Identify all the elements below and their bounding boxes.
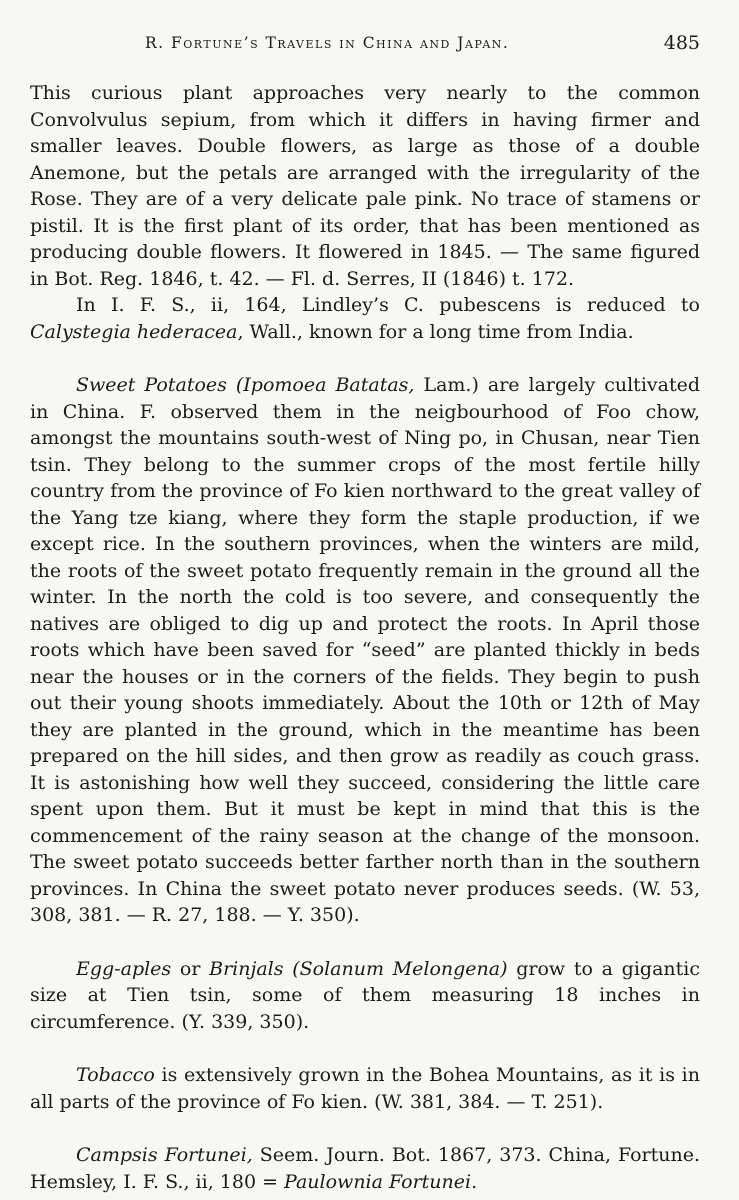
page-header [145,34,700,64]
text-run: , Wall., known for a long time from India. [237,320,634,343]
italic-text-run: Sweet Potatoes (Ipomoea Batatas, [76,374,415,396]
page-body [30,80,700,1195]
text-run: Seem. Journ. Bot. 1867, 373. China, Fortune. Hemsley, I. F. S., ii, 180 = [30,1144,701,1193]
page-number: 485 [663,32,700,54]
italic-text-run: Campsis Fortunei, [76,1144,253,1166]
text-run: or [171,957,210,980]
italic-text-run: Tobacco [76,1064,155,1086]
paragraph-convolvulus [30,80,700,292]
text-run: grow to a gigantic size at Tien tsin, some of them measuring 18 inches in circumference. (Y. 339, 350). [30,957,700,1033]
text-run: Lam.) are largely cultivated in China. F. observed them in the neigbourhood of Foo chow, amongst the mountains south-west of Ning po, in Chusan, near Tien tsin. They belong to the summer crops of the most fertile hilly country from the province of Fo kien northward to the great valley of the Yang tze kiang, where they form the staple production, if we except rice. In the southern provinces, when the winters are mild, the roots of the sweet potato frequently remain in the ground all the winter. In the north the cold is too severe, and consequently the natives are obliged to dig up and protect the roots. In April those roots which have been saved for “seed” are planted thickly in beds near the houses or in the corners of the fields. They begin to push out their young shoots immediately. About the 10th or 12th of May they are planted in the ground, which in the meantime has been prepared on the hill sides, and then grow as readily as couch grass. It is astonishing how well they succeed, considering the little care spent upon them. But it must be kept in mind that this is the commencement of the rainy season at the change of the monsoon. The sweet potato succeeds better farther north than in the southern provinces. In China the sweet potato never produces seeds. (W. 53, 308, 381. — R. 27, 188. — Y. 350). [30,374,701,926]
paragraph-tobacco [30,1062,700,1115]
italic-text-run: Calystegia hederacea [30,320,238,343]
italic-text-run: Egg-aples [76,957,172,980]
text-run: This curious plant approaches very nearly to the common Convolvulus sepium, from which it differs in having firmer and smaller leaves. Double flowers, as large as those of a double Anemone, but the petals are arranged with the irregularity of the Rose. They are of a very delicate pale pink. No trace of stamens or pistil. It is the first plant of its order, that has been mentioned as producing double flowers. It flowered in 1845. — The same figured in Bot. Reg. 1846, t. 42. — Fl. d. Serres, II (1846) t. 172. [30,82,700,290]
paragraph-egg-aples [30,956,700,1036]
paragraph-sweet-potatoes [30,372,700,929]
text-run: In I. F. S., ii, 164, Lindley’s C. pubescens is reduced to [76,294,700,316]
paragraph-campsis [30,1142,700,1195]
running-title: R. Fortune’s Travels in China and Japan. [145,34,510,52]
italic-text-run: Paulownia Fortunei. [284,1170,478,1193]
italic-text-run: Brinjals (Solanum Melongena) [209,957,508,980]
text-run: is extensively grown in the Bohea Mountains, as it is in all parts of the province of Fo kien. (W. 381, 384. — T. 251). [30,1064,700,1113]
paragraph-calystegia [30,292,700,345]
